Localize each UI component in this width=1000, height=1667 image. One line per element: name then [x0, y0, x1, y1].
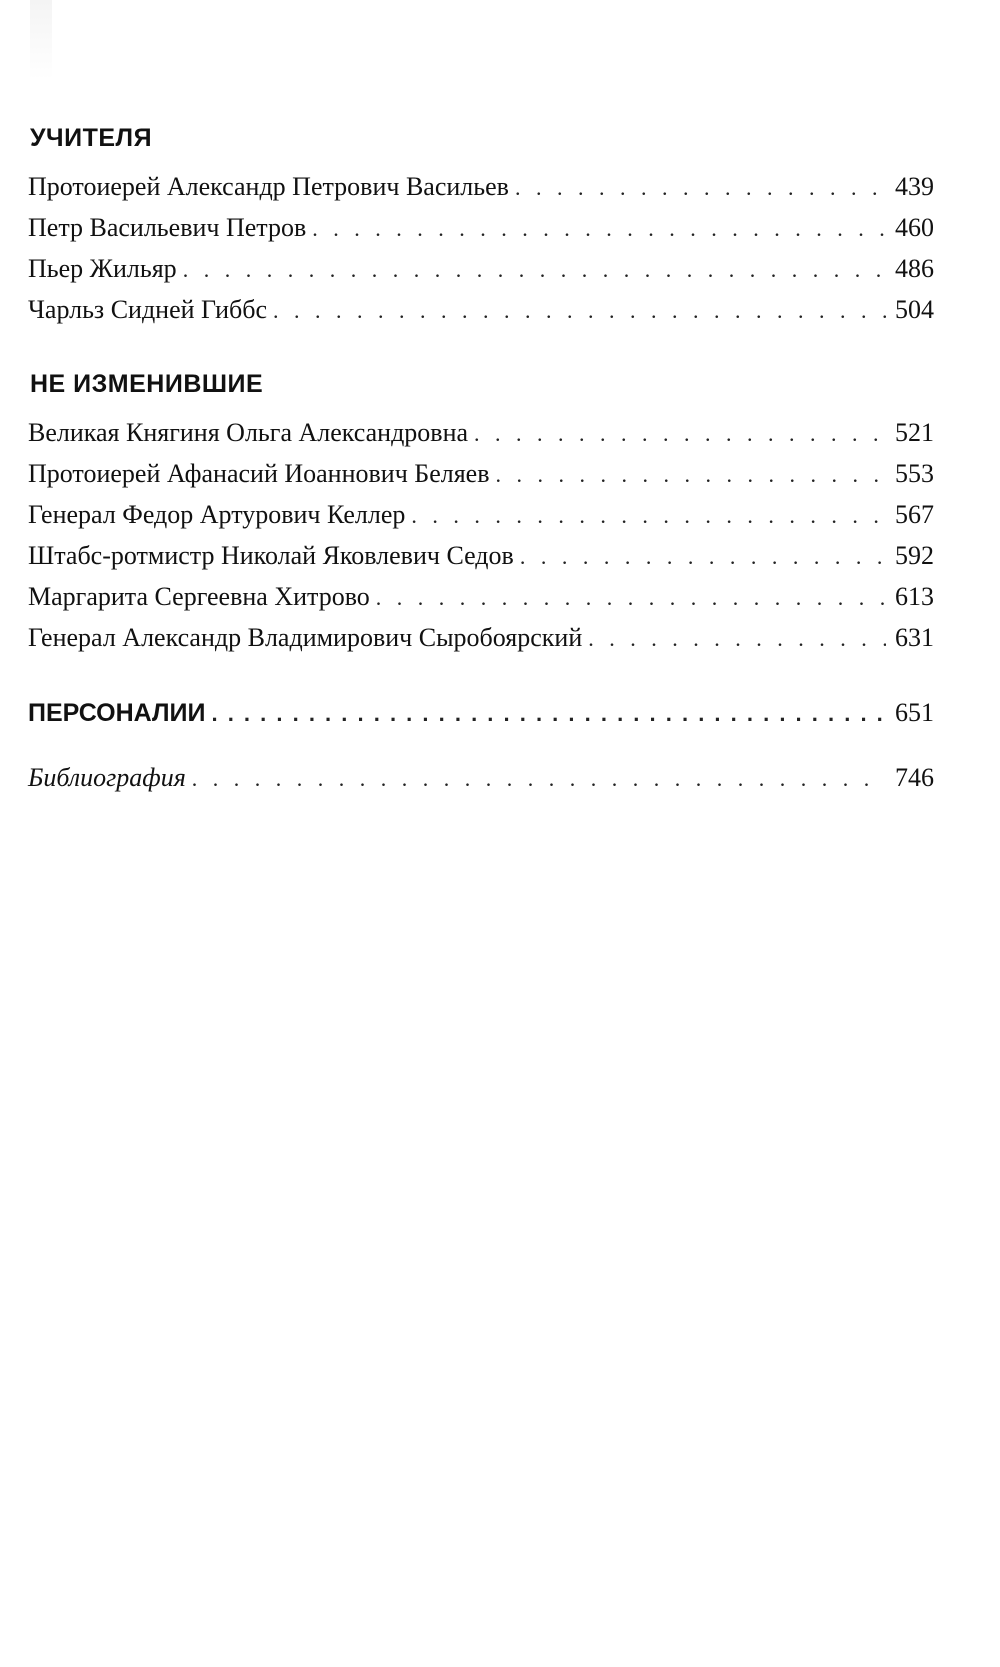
toc-entry-title: Библиография [28, 763, 186, 792]
toc-entry-page: 439 [895, 172, 934, 201]
toc-entry-title: Генерал Александр Владимирович Сыробоярский [28, 623, 583, 652]
toc-entry-page: 651 [895, 698, 934, 727]
scan-edge-mark [30, 0, 52, 80]
toc-entry-title: Петр Васильевич Петров [28, 213, 307, 242]
toc-entry[interactable] [28, 415, 934, 451]
leader-dots [474, 416, 886, 452]
leader-dots [515, 170, 886, 206]
leader-dots [183, 252, 886, 288]
leader-dots [312, 211, 886, 247]
leader-dots [211, 696, 886, 732]
toc-entry[interactable] [28, 620, 934, 656]
toc-entry-page: 553 [895, 459, 934, 488]
toc-entry-page: 567 [895, 500, 934, 529]
toc-entry-page: 521 [895, 418, 934, 447]
leader-dots [273, 293, 886, 329]
toc-entry[interactable] [28, 456, 934, 492]
leader-dots [520, 539, 886, 575]
toc-entry-title: Чарльз Сидней Гиббс [28, 295, 268, 324]
toc-entry-title: Генерал Федор Артурович Келлер [28, 500, 406, 529]
toc-entry-title: Протоиерей Афанасий Иоаннович Беляев [28, 459, 490, 488]
toc-entry-personalia[interactable] [28, 695, 934, 731]
toc-entry[interactable] [28, 579, 934, 615]
toc-entry[interactable] [28, 210, 934, 246]
leader-dots [376, 580, 886, 616]
toc-entry-title: Штабс-ротмистр Николай Яковлевич Седов [28, 541, 514, 570]
toc-entry-page: 460 [895, 213, 934, 242]
toc-entry-page: 613 [895, 582, 934, 611]
toc-entry[interactable] [28, 251, 934, 287]
toc-entry[interactable] [28, 169, 934, 205]
toc-entry-title: Маргарита Сергеевна Хитрово [28, 582, 370, 611]
toc-entry[interactable] [28, 497, 934, 533]
toc-entry-bibliography[interactable] [28, 760, 934, 796]
leader-dots [192, 761, 886, 797]
section-heading-teachers: УЧИТЕЛЯ [30, 124, 153, 152]
toc-entry[interactable] [28, 538, 934, 574]
toc-entry-page: 746 [895, 763, 934, 792]
toc-entry-page: 592 [895, 541, 934, 570]
toc-entry-page: 486 [895, 254, 934, 283]
leader-dots [411, 498, 886, 534]
leader-dots [588, 621, 886, 657]
leader-dots [496, 457, 887, 493]
toc-entry-page: 504 [895, 295, 934, 324]
toc-entry-title: Пьер Жильяр [28, 254, 177, 283]
toc-entry-title: Великая Княгиня Ольга Александровна [28, 418, 469, 447]
toc-entry-title: ПЕРСОНАЛИИ [28, 699, 206, 727]
toc-entry-title: Протоиерей Александр Петрович Васильев [28, 172, 509, 201]
toc-entry[interactable] [28, 292, 934, 328]
section-heading-unchanged: НЕ ИЗМЕНИВШИЕ [30, 370, 264, 398]
toc-entry-page: 631 [895, 623, 934, 652]
